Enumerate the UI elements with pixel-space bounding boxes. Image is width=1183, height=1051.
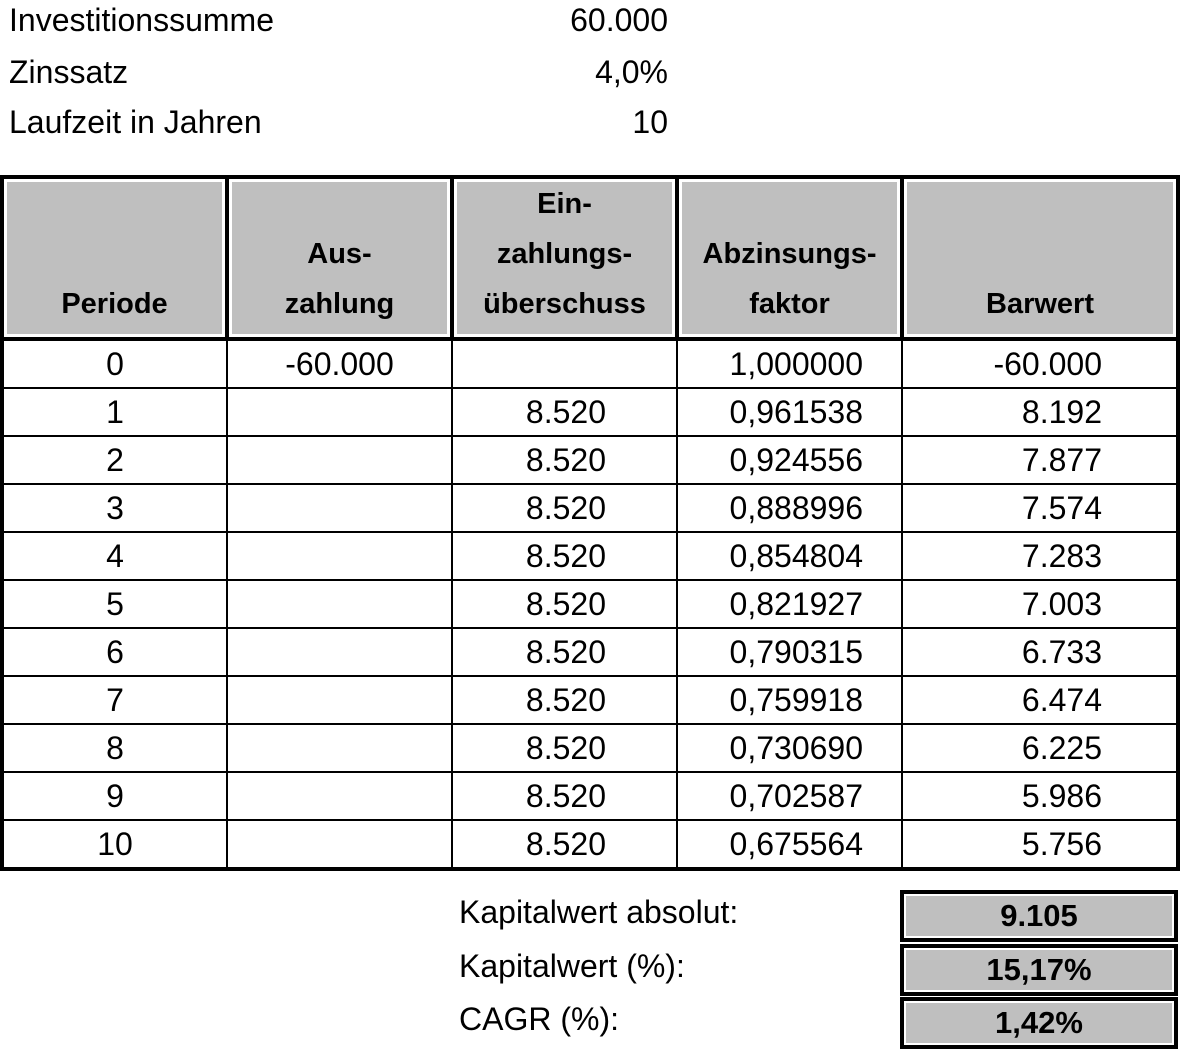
cell-barwert: 5.986 [902,772,1178,820]
cell-periode: 9 [2,772,227,820]
summary-value: 1,42% [900,997,1178,1049]
cell-barwert: 7.003 [902,580,1178,628]
param-row-laufzeit [0,102,680,152]
table-row [2,532,1178,580]
cell-auszahlung [227,628,452,676]
cell-periode: 10 [2,820,227,869]
cell-barwert: 7.877 [902,436,1178,484]
table-row [2,436,1178,484]
cell-auszahlung [227,388,452,436]
cell-faktor: 0,888996 [677,484,902,532]
cell-faktor: 0,759918 [677,676,902,724]
table-row [2,724,1178,772]
table-header-row [2,177,1178,339]
param-value: 10 [632,104,668,140]
summary-label: CAGR (%): [459,1001,619,1037]
cell-auszahlung [227,724,452,772]
cell-faktor: 0,702587 [677,772,902,820]
cell-barwert: -60.000 [902,339,1178,388]
header-periode: Periode [2,177,227,339]
header-abzinsungsfaktor: Abzinsungs- faktor [677,177,902,339]
summary-row-kapitalwert-prozent [0,944,1183,998]
cell-periode: 4 [2,532,227,580]
table-row [2,484,1178,532]
cell-auszahlung [227,676,452,724]
cell-faktor: 0,821927 [677,580,902,628]
cell-einzahlung [452,339,677,388]
cell-periode: 0 [2,339,227,388]
cell-auszahlung [227,820,452,869]
cell-barwert: 5.756 [1021,826,1102,862]
cell-auszahlung [227,532,452,580]
cell-barwert: 8.192 [902,388,1178,436]
cell-faktor: 0,924556 [677,436,902,484]
cell-barwert: 6.733 [902,628,1178,676]
table-row [2,772,1178,820]
table-row [2,676,1178,724]
cell-auszahlung [227,580,452,628]
param-label: Investitionssumme [9,2,274,38]
param-value: 4,0% [595,54,668,90]
summary-value: 9.105 [900,890,1178,942]
param-row-zinssatz [0,52,680,102]
table-row [2,339,1178,388]
summary-label: Kapitalwert absolut: [459,894,739,930]
cell-faktor: 0,675564 [677,820,902,869]
cell-einzahlung: 8.520 [452,532,677,580]
summary-row-cagr [0,997,1183,1051]
param-label: Laufzeit in Jahren [9,104,262,140]
cell-einzahlung: 8.520 [452,820,677,869]
cell-barwert: 7.283 [902,532,1178,580]
header-barwert: Barwert [902,177,1178,339]
cell-einzahlung: 8.520 [452,484,677,532]
param-label: Zinssatz [9,54,129,90]
cell-auszahlung: -60.000 [227,339,452,388]
table-row [2,820,1178,869]
cell-faktor: 0,854804 [677,532,902,580]
cell-einzahlung: 8.520 [452,580,677,628]
cell-einzahlung: 8.520 [452,676,677,724]
cell-einzahlung: 8.520 [452,628,677,676]
cell-periode: 8 [2,724,227,772]
cell-einzahlung: 8.520 [452,436,677,484]
header-einzahlungsueberschuss: Ein- zahlungs- überschuss [452,177,677,339]
cell-faktor: 0,790315 [677,628,902,676]
cell-einzahlung: 8.520 [452,388,677,436]
summary-value: 15,17% [900,944,1178,996]
cell-periode: 3 [2,484,227,532]
cell-periode: 6 [2,628,227,676]
cell-periode: 5 [2,580,227,628]
table-row [2,580,1178,628]
cashflow-table [0,175,1180,871]
table-row [2,388,1178,436]
cell-einzahlung: 8.520 [452,724,677,772]
summary-label: Kapitalwert (%): [459,948,685,984]
param-row-investitionssumme [0,0,680,50]
cell-periode: 2 [2,436,227,484]
cell-periode: 1 [2,388,227,436]
table-row [2,628,1178,676]
cell-faktor: 0,961538 [677,388,902,436]
cell-periode: 7 [2,676,227,724]
cell-auszahlung [227,484,452,532]
cell-einzahlung: 8.520 [452,772,677,820]
summary-row-kapitalwert-absolut [0,890,1183,944]
cell-faktor: 1,000000 [677,339,902,388]
cell-faktor: 0,730690 [677,724,902,772]
cashflow-table-wrap [0,175,1180,871]
cell-barwert: 7.574 [902,484,1178,532]
cell-barwert: 6.474 [902,676,1178,724]
cell-auszahlung [227,772,452,820]
cell-barwert: 6.225 [902,724,1178,772]
param-value: 60.000 [570,2,668,38]
header-auszahlung: Aus- zahlung [227,177,452,339]
cell-auszahlung [227,436,452,484]
